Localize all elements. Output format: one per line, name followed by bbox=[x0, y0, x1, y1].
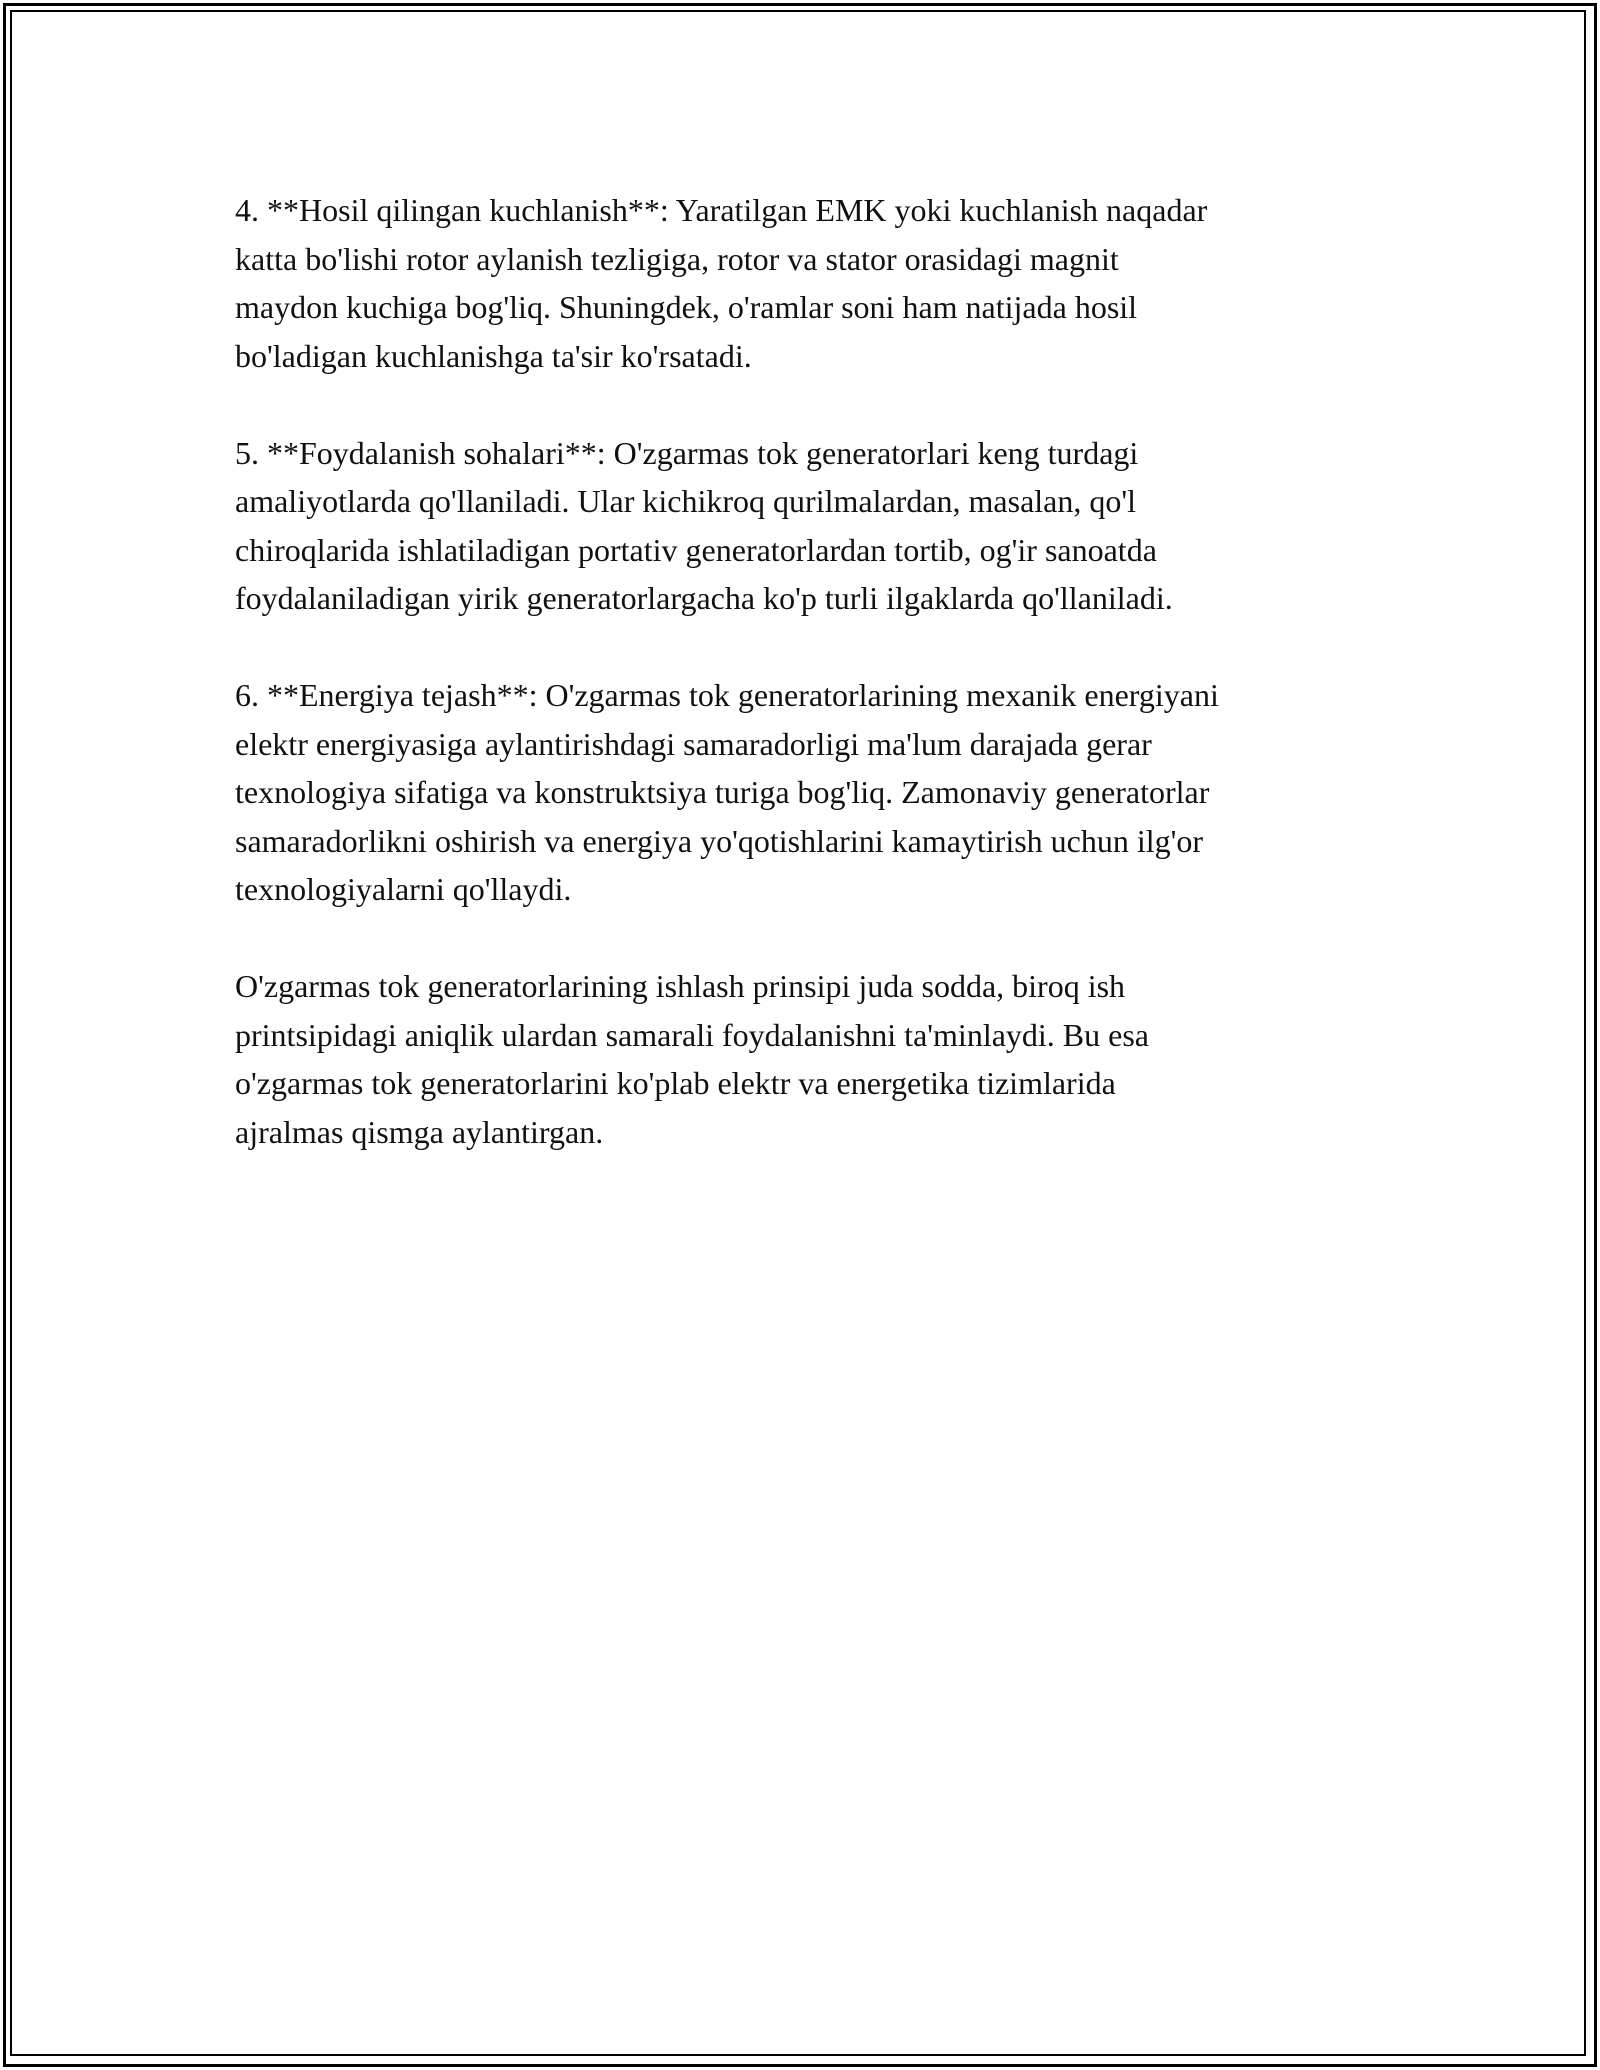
paragraph-conclusion: O'zgarmas tok generatorlarining ishlash prinsipi juda sodda, biroq ish printsipidagi aniqlik ulardan samarali foydalanishni ta'minlaydi. Bu esa o'zgarmas tok generatorlarini ko'plab elektr va energetika tizimlarida ajralmas qismga aylantirgan. bbox=[235, 968, 1149, 1150]
paragraph-application-areas: 5. **Foydalanish sohalari**: O'zgarmas tok generatorlari keng turdagi amaliyotlarda qo'llaniladi. Ular kichikroq qurilmalardan, masalan, qo'l chiroqlarida ishlatiladigan portativ generatorlardan tortib, og'ir sanoatda foydalaniladigan yirik generatorlargacha ko'p turli ilgaklarda qo'llaniladi. bbox=[235, 434, 1173, 616]
document-body bbox=[235, 186, 1385, 1205]
paragraph-generated-voltage: 4. **Hosil qilingan kuchlanish**: Yaratilgan EMK yoki kuchlanish naqadar katta bo'lishi rotor aylanish tezligiga, rotor va stator orasidagi magnit maydon kuchiga bog'liq. Shuningdek, o'ramlar soni ham natijada hosil bo'ladigan kuchlanishga ta'sir ko'rsatadi. bbox=[235, 192, 1208, 374]
paragraph-energy-saving: 6. **Energiya tejash**: O'zgarmas tok generatorlarining mexanik energiyani elektr energiyasiga aylantirishdagi samaradorligi ma'lum darajada gerar texnologiya sifatiga va konstruktsiya turiga bog'liq. Zamonaviy generatorlar samaradorlikni oshirish va energiya yo'qotishlarini kamaytirish uchun ilg'or texnologiyalarni qo'llaydi. bbox=[235, 677, 1219, 907]
